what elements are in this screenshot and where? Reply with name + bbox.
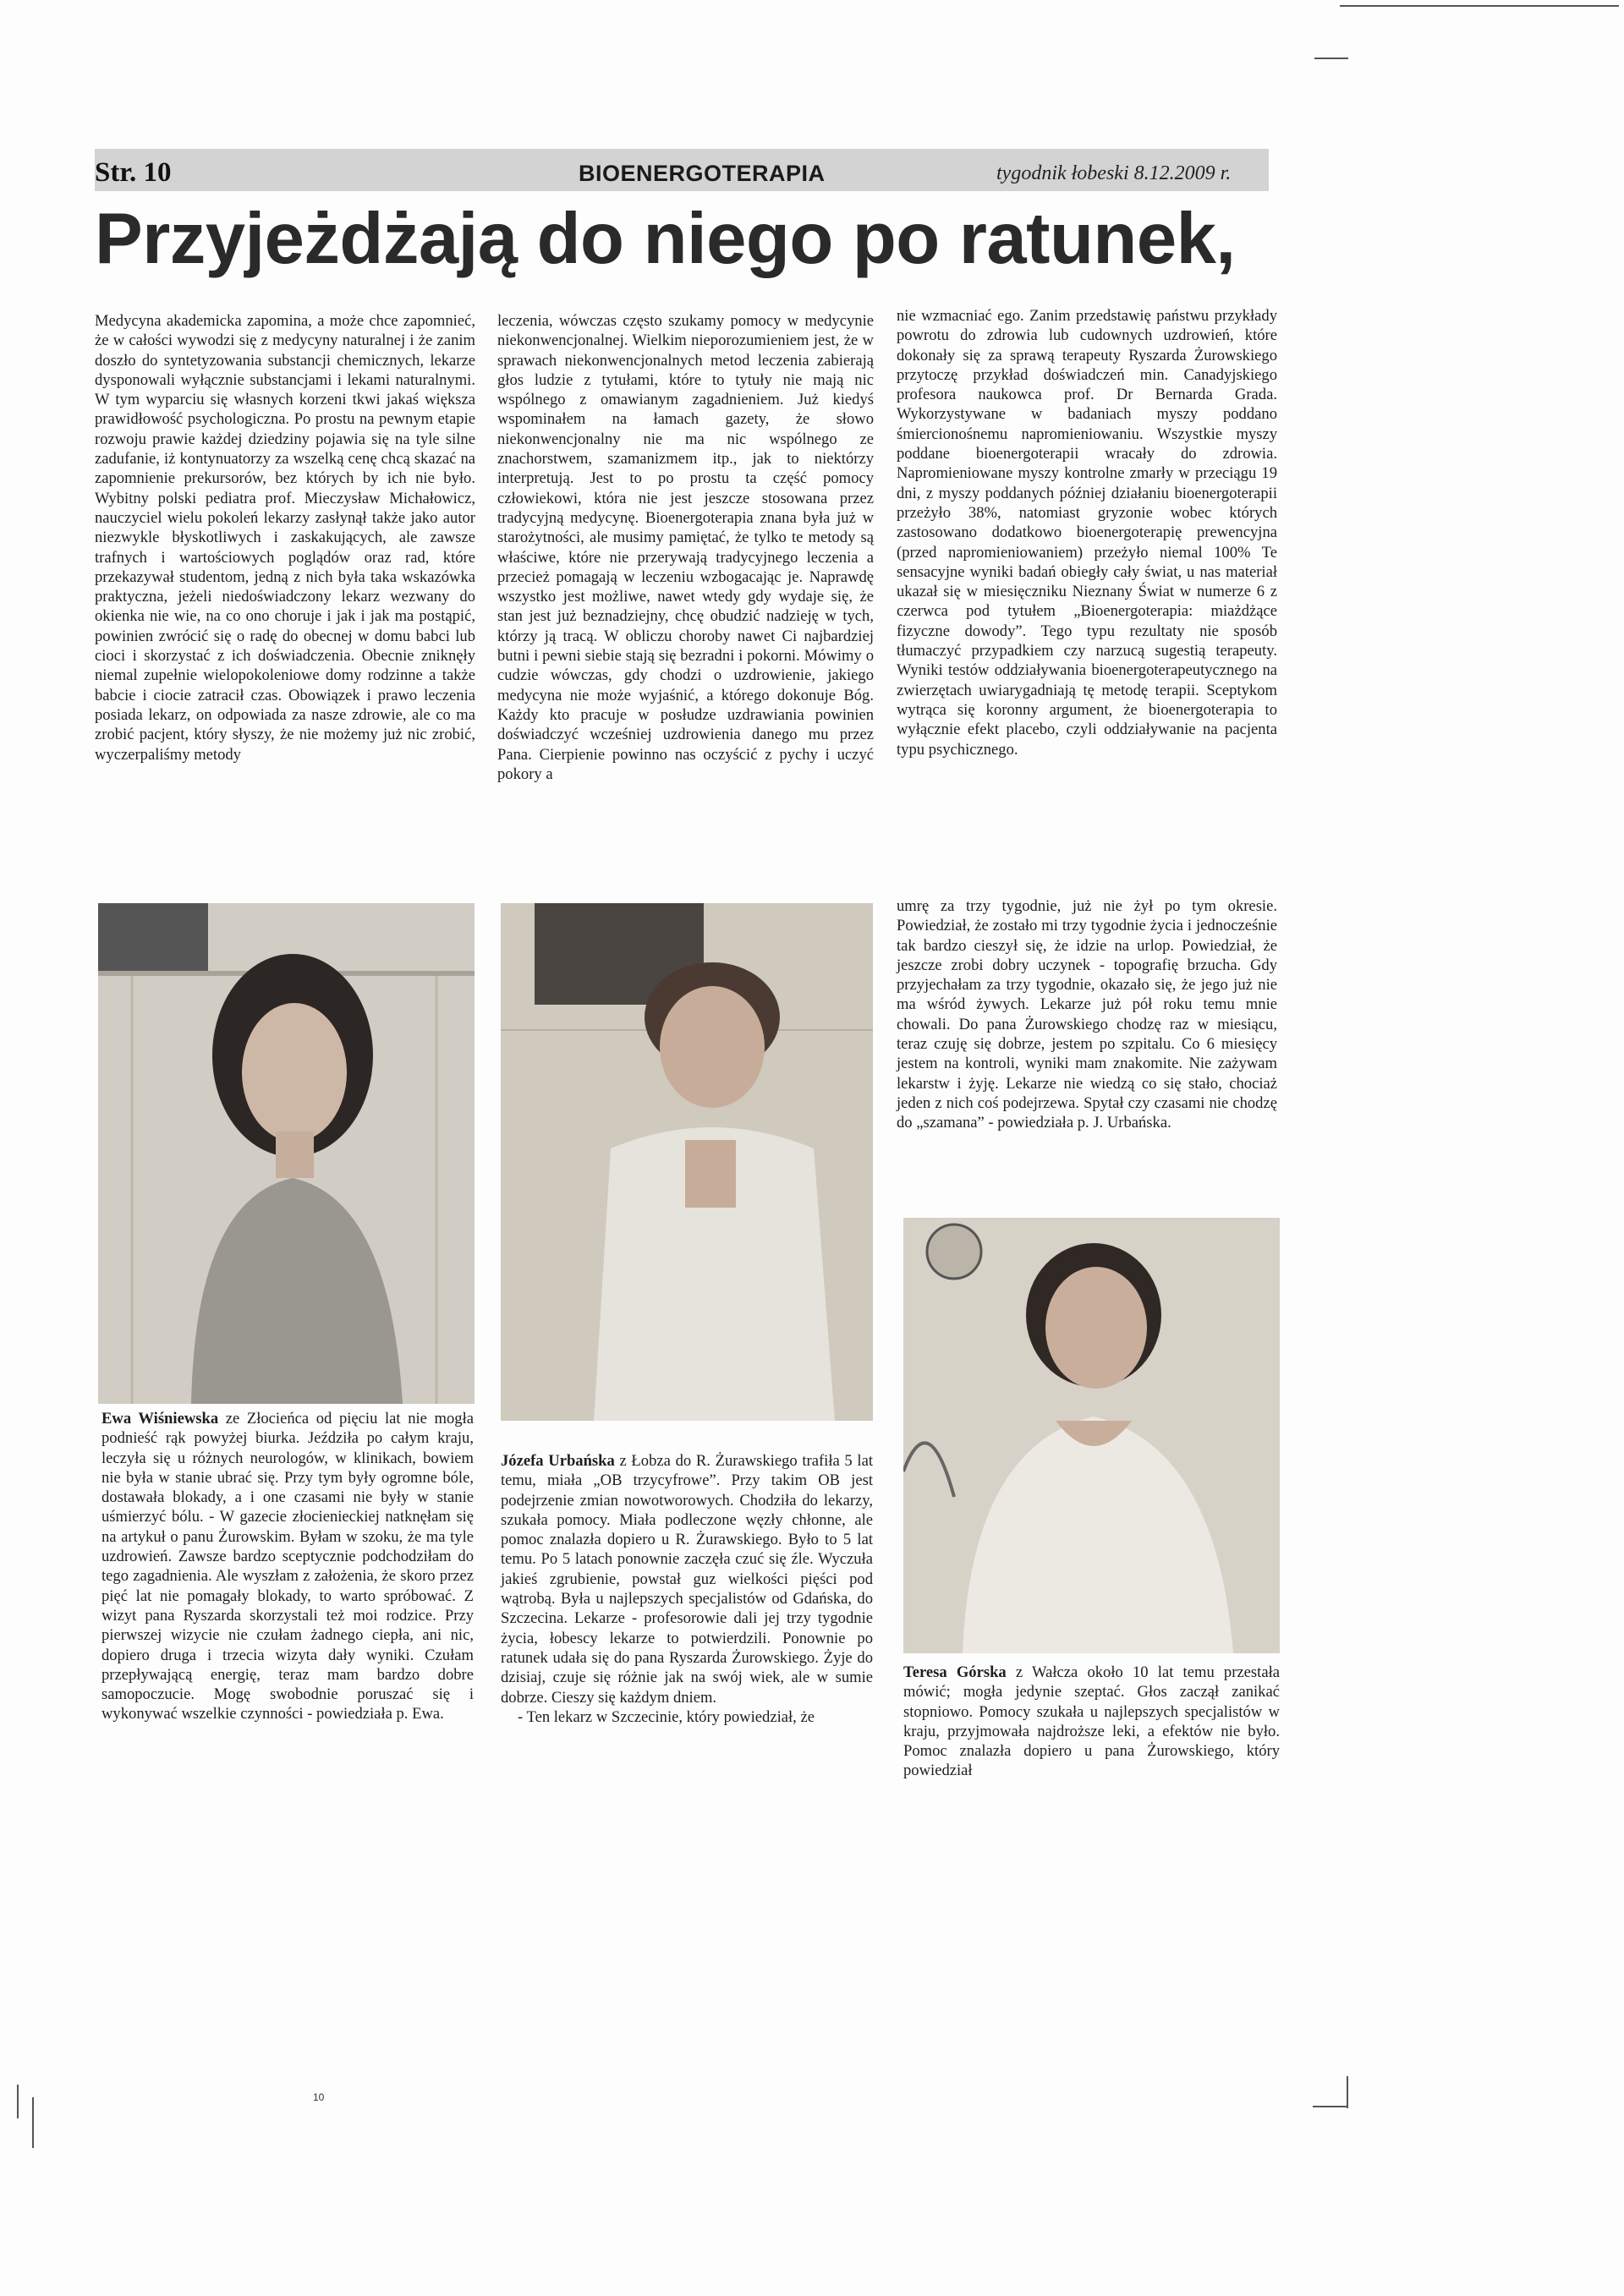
article-column-2: leczenia, wówczas często szukamy pomocy w medycynie niekonwencjonalnej. Wielkim nieporozumieniem jest, że w sprawach niekonwencjonalnych metod leczenia zabierają głos ludzie z tytułami, które to tytuły nie mają nic wspólnego z omawianym zagadnieniem. Już kiedyś wspominałem na łamach gazety, że słowo niekonwencjonalny nie ma nic wspólnego ze znachorstwem, szamanizmem itp., jak to niektórzy interpretują. Jest to po prostu ta część pomocy człowiekowi, która nie jest jeszcze stosowana przez tradycyjną medycynę. Bioenergoterapia znana była już w starożytności, ale musimy pamiętać, że tylko te metody są właściwe, które nie przerywają tradycyjnego leczenia a przecież pomagają w leczeniu wzbogacając je. Naprawdę wszystko jest możliwe, nawet wtedy gdy wydaje się, że stan jest już beznadziejny, chcę obudzić nadzieję w tych, którzy ją tracą. W obliczu choroby nawet Ci najbardziej butni i pewni siebie stają się bezradni i pokorni. Mówimy o cudzie wówczas, gdy chodzi o uzdrowienie, jakiego medycyna nie może wyjaśnić, a którego dokonuje Bóg. Każdy kto pracuje w posłudze uzdrawiania powinien doświadczyć wcześniej uzdrowienia danego mu przez Pana. Cierpienie powinno nas oczyścić z pychy i uczyć pokory a bbox=[497, 312, 874, 783]
caption-jozefa bbox=[501, 1451, 873, 1727]
article-column-3: nie wzmacniać ego. Zanim przedstawię państwu przykłady powrotu do zdrowia lub cudownych uzdrowień, które dokonały się za sprawą terapeuty Ryszarda Żurowskiego przytoczę przykład doświadczeń min. Canadyjskiego profesora naukowca prof. Dr Bernarda Grada. Wykorzystywane w badaniach myszy poddano śmiercionośnemu napromieniowaniu. Wszystkie myszy poddane bioenergoterapii wracały do zdrowia. Napromieniowane myszy kontrolne zmarły w przeciągu 19 dni, z myszy poddanych później działaniu bioenergoterapii przeżyło 38%, natomiast gryzonie wobec których zastosowano dodatkowo bioenergoterapię prewencyjna (przed napromieniowaniem) przeżyło niemal 100% Te sensacyjne wyniki badań obiegły cały świat, u nas materiał ukazał się w miesięczniku Nieznany Świat w numerze 6 z czerwca pod tytułem „Bioenergoterapia: miażdżące fizyczne dowody”. Tego typu rezultaty nie sposób tłumaczyć przypadkiem czy narzucą sugestią terapeuty. Wyniki testów oddziaływania bioenergoterapeutycznego na zwierzętach uwiarygadniają tę metodę terapii. Sceptykom wytrąca się koronny argument, że bioenergoterapia to wyłącznie efekt placebo, czyli oddziaływanie na pacjenta typu psychicznego. bbox=[897, 307, 1277, 759]
article-column-1: Medycyna akademicka zapomina, a może chce zapomnieć, że w całości wywodzi się z medycyny naturalnej i że zanim doszło do syntetyzowania substancji chemicznych, lekarze dysponowali wyłącznie substancjami i lekami naturalnymi. W tym wyparciu się własnych korzeni tkwi jakaś większa prawidłowość psychologiczna. Po prostu na pewnym etapie rozwoju prawie każdej dziedziny pojawia się na tyle silne zadufanie, iż kontynuatorzy za wszelką cenę chcą skazać na zapomnienie prekursorów, bez których by ich nie było. Wybitny polski pediatra prof. Mieczysław Michałowicz, nauczyciel wielu pokoleń lekarzy zasłynął także jako autor niezwykle błyskotliwych i zaskakujących, ale zawsze trafnych i wartościowych poglądów oraz rad, które przekazywał studentom, jedną z nich była taka wskazówka praktyczna, jeżeli niedoświadczony lekarz wezwany do okienka nie wie, na co ono choruje i jak i jak ma postąpić, powinien zwrócić się o radę do obecnej w domu babci lub cioci i skorzystać z ich doświadczenia. Obecnie zniknęły niemal zupełnie wielopokoleniowe domy rodzinne a także babcie i ciocie zatracił czas. Obowiązek i prawo leczenia posiada lekarz, on odpowiada za nasze zdrowie, ale co ma zrobić pacjent, który słyszy, że nie możemy już nic zrobić, wyczerpaliśmy metody bbox=[95, 312, 475, 764]
caption-ewa bbox=[102, 1409, 474, 1724]
right-column-continuation: umrę za trzy tygodnie, już nie żył po tym okresie. Powiedział, że zostało mi trzy tygodnie życia i jednocześnie tak bardzo cieszył się, że idzie na urlop. Powiedział, że jeszcze zrobi dobry uczynek - topografię brzucha. Gdy przyjechałam za trzy tygodnie, okazało się, że jego już nie ma wśród żywych. Lekarze już pół roku temu mnie chowali. Do pana Żurowskiego chodzę raz w miesiącu, teraz czuję się dobrze, jestem po szpitalu. Co 6 miesięcy jestem na kontroli, wyniki mam znakomite. Nie zażywam lekarstw i żyję. Lekarze nie wiedzą co się stało, chociaż jeden z nich coś podejrzewa. Spytał czy czasami nie chodzę do „szamana” - powiedziała p. J. Urbańska. bbox=[897, 897, 1277, 1132]
scan-mark bbox=[17, 2085, 19, 2118]
caption-jozefa-text: z Łobza do R. Żurawskiego trafiła 5 lat temu, miała „OB trzycyfrowe”. Przy takim OB jest podejrzenie zmian nowotworowych. Chodziła do lekarzy, szukała pomocy. Miała podleczone węzły chłonne, ale pomoc znalazła dopiero u R. Żurawskiego. Było to 5 lat temu. Po 5 latach ponownie zaczęła czuć się źle. Wyczuła jakieś zgrubienie, powstał guz wielkości pięści pod wątrobą. Była u najlepszych specjalistów od Gdańska, do Szczecina. Lekarze - profesorowie dali jej trzy tygodnie życia, łobescy lekarze to potwierdzili. Ponownie po ratunek udała się do pana Ryszarda Żurowskiego. Żyje do dzisiaj, czuje się różnie jak na swój wiek, ale w sumie dobrze. Cieszy się każdym dniem. bbox=[501, 1452, 873, 1707]
caption-teresa-name: Teresa Górska bbox=[903, 1663, 1007, 1681]
article-headline: Przyjeżdżają do niego po ratunek, bbox=[95, 199, 1236, 279]
photo-ewa-wisniewska bbox=[98, 903, 475, 1404]
issue-date: tygodnik łobeski 8.12.2009 r. bbox=[996, 162, 1232, 184]
page-folio: 10 bbox=[313, 2091, 325, 2103]
scan-mark bbox=[1347, 2076, 1348, 2108]
photo-jozefa-urbanska bbox=[501, 903, 873, 1421]
scan-mark bbox=[1340, 5, 1619, 7]
photo-teresa-gorska bbox=[903, 1218, 1280, 1653]
scan-mark bbox=[32, 2097, 34, 2148]
caption-ewa-text: ze Złocieńca od pięciu lat nie mogła podnieść rąk powyżej biurka. Jeździła po całym kraju, leczyła się u różnych neurologów, w klinikach, bowiem nie była w stanie ubrać się. Przy tym były ogromne bóle, dostawała blokady, a i one czasami nie były w stanie uśmierzyć bólu. - W gazecie złocienieckiej natknęłam się na artykuł o panu Żurowskim. Byłam w szoku, że ma tyle uzdrowień. Zawsze bardzo sceptycznie podchodziłam do tego zagadnienia. Ale wyszłam z założenia, że skoro przez pięć lat nie pomagały blokady, to warto spróbować. Z wizyt pana Ryszarda skorzystali też moi rodzice. Przy pierwszej wizycie nie czułam żadnego ciepła, ani nic, dopiero druga i trzecia wizyta dały wyniki. Czułam przepływającą energię, teraz mam bardzo dobre samopoczucie. Mogę swobodnie poruszać się i wykonywać wszelkie czynności - powiedziała p. Ewa. bbox=[102, 1410, 474, 1723]
caption-teresa-text: z Wałcza około 10 lat temu przestała mówić; mogła jedynie szeptać. Głos zaczął zanikać stopniowo. Pomocy szukała u najlepszych specjalistów w kraju, przyjmowała najdroższe leki, a efektów nie było. Pomoc znalazła dopiero u pana Żurowskiego, który powiedział bbox=[903, 1663, 1280, 1780]
page-number: Str. 10 bbox=[95, 157, 172, 188]
scan-mark bbox=[1314, 58, 1348, 59]
section-title: BIOENERGOTERAPIA bbox=[579, 161, 826, 186]
scan-mark bbox=[1313, 2106, 1347, 2107]
caption-jozefa-quote: - Ten lekarz w Szczecinie, który powiedział, że bbox=[518, 1707, 815, 1726]
caption-jozefa-name: Józefa Urbańska bbox=[501, 1452, 615, 1470]
caption-ewa-name: Ewa Wiśniewska bbox=[102, 1410, 219, 1427]
caption-teresa bbox=[903, 1663, 1280, 1781]
